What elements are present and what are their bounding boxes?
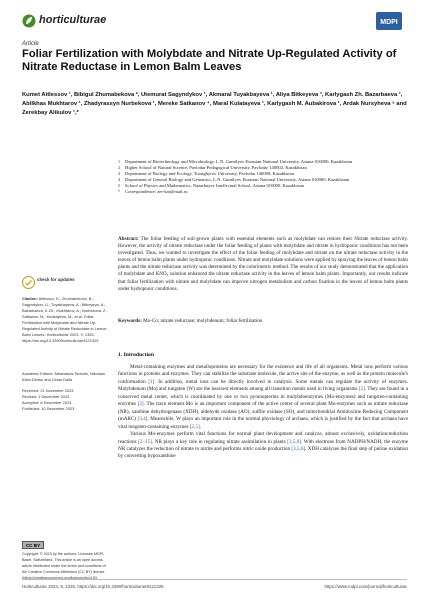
citation-link[interactable]: [3,5,6] <box>291 445 306 452</box>
affiliation-text: Higher School of Natural Science, Pavlodar Pedagogical University, Pavlodar 140002, Kazakhstan <box>125 165 307 171</box>
author-list: Kumet Aitlessov ¹, Bibigul Zhumabekova ², Utemurat Sagyndykov ¹, Akmaral Tuyakbayeva ¹, Aliya Bitkeyeva ³, Karlygash Zh. Bazarbaeva ¹, Abilkhas Mukhtarov ¹, Zhadyrassyn Nurbekova ¹, Mereke Satkanov ⁴, Maral Kulatayeva ¹, Karlygash M. Aubakirova ¹, Ardak Nursyheva ⁵ and Zerekbay Alikulov ¹,* <box>22 92 407 116</box>
keywords <box>118 318 408 325</box>
check-updates-label: check for updates <box>37 277 75 282</box>
copyright-text: Copyright: © 2023 by the authors. Licensee MDPI, Basel, Switzerland. This article is an open access article distributed under the terms and conditions of the Creative Commons Attribution (CC BY) license (https://creativecommons.org/licenses/by/4.0/). <box>22 552 106 580</box>
text-run: . Meanwhile, W plays an important role in the normal physiology of archaea, which is justified by the fact that archaea have vital tungsten-containing enzymes <box>118 416 409 430</box>
affiliation-mark: 4 <box>118 177 120 183</box>
introduction-body <box>118 364 408 461</box>
citation-link[interactable]: [2–15] <box>138 438 152 445</box>
intro-paragraph <box>118 431 408 461</box>
affiliation-mark: 2 <box>118 165 120 171</box>
citation-link[interactable]: [1] <box>148 378 155 385</box>
affiliation-list <box>118 159 408 196</box>
citation-block <box>22 296 110 344</box>
citation-link[interactable]: [2] <box>137 401 144 408</box>
cc-by-license-icon <box>22 541 44 549</box>
abstract <box>118 236 408 293</box>
correspondence-item <box>118 189 408 195</box>
affiliation-text: Department of Biotechnology and Microbiology, L.N. Gumilyov Eurasian National University, Astana 010000, Kazakhstan <box>125 159 353 164</box>
text-run: . The trace element Mo is an important component of the active center of several plant Mo-enzymes such as nitrate reductase (NR), xanthine dehydrogenase (XDH), aldehyde oxidase (AO), sulfite oxidase (SO), and mitochondrial Amidoxime Reducing Component (mARC) <box>118 401 408 423</box>
article-type: Article <box>22 41 39 47</box>
citation-link[interactable]: [3,4] <box>137 416 148 423</box>
citation-link[interactable]: [2] <box>358 386 365 393</box>
check-for-updates-button[interactable] <box>22 276 76 290</box>
accepted-date: Accepted: 8 December 2023 <box>22 400 72 405</box>
abstract-text: The foliar feeding of soil-grown plants with essential elements such as molybdate can restore their Nitrate reductase activity. However, the activity of nitrate reductase under the foliar feeding of plants with molybdate and nitrate in hydroponic conditions has not been investigated. Thus, we wanted to investigate the effect of the foliar feeding of molybdate and nitrate on the nitrate reductase activity in the leaves of lemon balm plants under hydroponic conditions. Nitrate and molybdate solutions were applied by spraying the leaves of lemon balm plants and the nitrate reductase activity was determined by the colorimetric method. The results of our study demonstrated that the application of molybdate and KNO₃ solution enhanced the nitrate reductase activity in the leaves of lemon balm plants. Importantly, our results indicate that foliar fertilization with nitrate and molybdate can improve nitrogen metabolism and carbon fixation in the leaves of lemon balm plants under hydroponic conditions. <box>118 236 408 292</box>
published-date: Published: 10 December 2023 <box>22 406 75 411</box>
received-date: Received: 21 November 2023 <box>22 388 74 393</box>
footer-journal-link[interactable]: https://www.mdpi.com/journal/horticulturae <box>324 584 407 589</box>
text-run: . XDH catalyzes the final step of purine oxidation by converting hypoxanthine <box>118 445 409 460</box>
intro-paragraph <box>118 364 408 431</box>
footer-citation: Horticulturae 2023, 9, 1325. https://doi.org/10.3390/horticulturae9121325 <box>22 584 164 589</box>
horticulturae-logo-icon <box>22 14 36 28</box>
mdpi-logo-icon <box>376 12 402 30</box>
correspondence-email[interactable]: Correspondence: zer-kar@mail.ru <box>125 189 188 195</box>
citation-link[interactable]: [2,5] <box>189 423 200 430</box>
text-run: Various Mo-enzymes perform vital functions for normal plant development and catalyze, almost exclusively, oxidation/reduction reactions <box>118 431 408 445</box>
text-run: . With electrons from NADPH/NADH, the enzyme NR catalyzes the reduction of nitrate to nitrite and performs nitric oxide production <box>118 438 409 452</box>
keywords-label: Keywords: <box>118 318 142 324</box>
page-footer <box>22 579 407 589</box>
affiliation-text: Department of General Biology and Genomics, L.N. Gumilyov Eurasian National University, Astana 010000, Kazakhstan <box>125 177 350 183</box>
citation-label: Citation: <box>22 296 38 301</box>
dates-block <box>22 371 110 412</box>
text-run: . NR plays a key role in regulating nitrate assimilation in plants <box>151 438 288 445</box>
license-block <box>22 541 110 582</box>
section-heading-introduction: 1. Introduction <box>118 352 154 358</box>
page-header <box>22 12 402 34</box>
revised-date: Revised: 1 December 2023 <box>22 394 70 399</box>
text-run: . In addition, metal ions can be directly involved in catalysis. Some metals can regulate the activity of enzymes. Molybdenum (Mo) and tungsten (W) are the heaviest elements among all transition metals used in living organisms <box>118 378 409 393</box>
affiliation-mark: 3 <box>118 171 120 177</box>
affiliation-text: Department of Biology and Ecology, Toraighyrov University, Pavlodar 140008, Kazakhstan <box>125 171 294 177</box>
journal-name: horticulturae <box>39 14 107 26</box>
affiliation-mark: 5 <box>118 183 120 189</box>
keywords-text: Mo-Co; nitrate reductase; molybdenum; foliar fertilization <box>143 318 263 324</box>
text-run: Metal-containing enzymes and metalloproteins are necessary for the existence and life of all organisms. Metal ions perform various functions in proteins and enzymes. They can stabilize the substrate molecule, the active site of the enzyme, as well as the protein molecule's conformation <box>118 364 408 385</box>
academic-editors: Academic Editors: Athanasios Tsoforis, Nikolaos Kleio-Dimou and Cesar Dalla <box>22 371 105 382</box>
text-run: . They are found in a conserved metal center, which is coordinated by one or two pyranopterins in molybdoenzymes (Mo-enzymes) and tungsten-containing enzymes <box>118 386 408 408</box>
check-updates-icon <box>22 276 35 289</box>
affiliation-mark: * <box>118 189 120 195</box>
article-title: Foliar Fertilization with Molybdate and Nitrate Up-Regulated Activity of Nitrate Reductase in Lemon Balm Leaves <box>22 48 397 73</box>
text-run: . <box>199 423 201 430</box>
affiliation-text: School of Physics and Mathematics, Nazarbayev Intellectual School, Astana 010000, Kazakhstan <box>125 183 304 189</box>
citation-text: Aitlessov, K.; Zhumabekova, B.; Sagyndykov, U.; Tuyakbayeva, A.; Bitkeyeva, A.; Bazarbaeva, K.Zh.; Mukhtarov, A.; Nurbekova, Z.; Satkanov, M.; Kulatayeva, M.; et al. Foliar Fertilization with Molybdate and Nitrate Up-Regulated Activity of Nitrate Reductase in Lemon Balm Leaves. Horticulturae 2023, 9, 1325. https://doi.org/10.3390/horticulturae9121325 <box>22 296 108 343</box>
cc-badge-label: CC BY <box>25 543 41 548</box>
publisher-name: MDPI <box>380 19 398 26</box>
citation-link[interactable]: [3,5,6] <box>287 438 301 445</box>
abstract-label: Abstract: <box>118 236 139 242</box>
affiliation-mark: 1 <box>118 159 120 164</box>
